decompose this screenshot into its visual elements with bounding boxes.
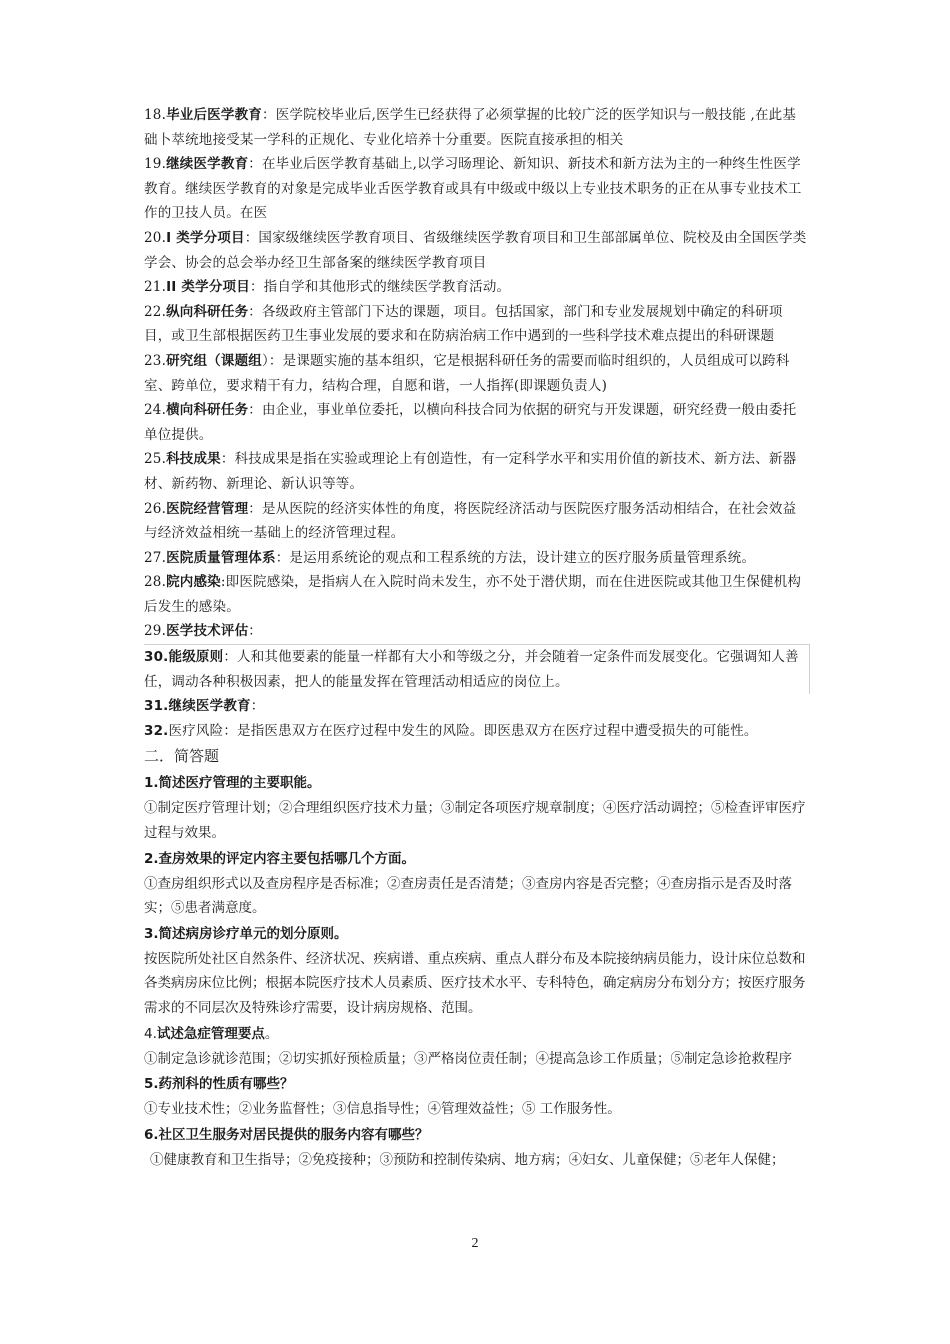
def-text: 科技成果是指在实验或理论上有创造性，有一定科学水平和实用价值的新技术、新方法、新器材、新药物、新理论、新认识等等。 — [144, 451, 797, 492]
def-text: 国家级继续医学教育项目、省级继续医学教育项目和卫生部部属单位、院校及由全国医学类学会、协会的总会举办经卫生部备案的继续医学教育项目 — [144, 229, 807, 271]
def-term: 横向科研任务 — [166, 402, 249, 419]
def-text: 医学院校毕业后,医学生已经获得了必须掌握的比较广泛的医学知识与一般技能 ,在此基础卜萃统地接受某一学科的正规化、专业化培养十分重要。医院直接承担的相关 — [144, 107, 797, 148]
def-term: 继续医学教育 — [168, 698, 251, 715]
section-title: 二．简答题 — [144, 747, 220, 766]
definition-25 — [144, 447, 808, 496]
question-text: 试述急症管理要点 — [156, 1025, 265, 1042]
def-num: 27. — [144, 549, 167, 566]
def-sep: ： — [249, 279, 264, 296]
def-sep: ： — [248, 156, 262, 173]
def-term: 能级原则 — [168, 649, 224, 666]
definition-20 — [144, 226, 808, 275]
def-term: I 类学分项目 — [166, 229, 245, 246]
def-sep: : — [220, 574, 226, 591]
answer-6: ①健康教育和卫生指导；②免疫接种；③预防和控制传染病、地方病；④妇女、儿童保健；⑤老年人保健； — [150, 1151, 785, 1168]
def-text: 是课题实施的基本组织，它是根据科研任务的需要而临时组织的，人员组成可以跨科室、跨单位，要求精干有力，结构合理，自愿和谐，一人指挥(即课题负责人) — [144, 352, 790, 394]
def-text: 在毕业后医学教育基础上,以学习旸理论、新知识、新技术和新方法为主的一种终生性医学教育。继续医学教育的对象是完成毕业舌医学教育或具有中级或中级以上专业技术职务的正在从事专业技术工作的卫技人员。在医 — [144, 156, 802, 222]
question-tail: 。 — [264, 1025, 279, 1042]
def-term: 毕业后医学教育 — [166, 107, 262, 123]
page-number: 2 — [471, 1236, 479, 1251]
def-num: 29. — [144, 623, 167, 640]
question-1: 1.简述医疗管理的主要职能。 — [144, 775, 321, 792]
def-num: 18. — [144, 107, 167, 123]
def-num: 25. — [144, 451, 167, 468]
definition-19 — [144, 152, 808, 226]
def-term: 纵向科研任务 — [166, 303, 249, 320]
def-sep: ： — [220, 451, 235, 468]
def-sep: ： — [261, 107, 276, 123]
def-text: 各级政府主管部门下达的课题，项目。包括国家，部门和专业发展规划中确定的科研项目，或卫生部根据医药卫生事业发展的要求和在防病治病工作中遇到的一些科学技术难点提出的科研课题 — [144, 303, 783, 345]
definition-21 — [144, 275, 808, 300]
def-term: 医院经营管理 — [166, 500, 249, 517]
def-num: 28. — [144, 574, 167, 591]
question-6: 6.社区卫生服务对居民提供的服务内容有哪些？ — [144, 1126, 429, 1143]
definition-31 — [144, 694, 808, 719]
def-num: 31. — [144, 698, 169, 715]
question-4 — [144, 1021, 808, 1047]
answer-3: 按医院所处社区自然条件、经济状况、疾病谱、重点疾病、重点人群分布及本院接纳病员能力，设计床位总数和各类病房床位比例；根据本院医疗技术人员素质、医疗技术水平、专科特色，确定病房分布划分方；按医疗服务需求的不同层次及特殊诊疗需要，设计病房规格、范围。 — [144, 950, 806, 1016]
def-sep: ）： — [261, 352, 283, 369]
def-num: 21. — [144, 279, 167, 296]
def-text: 由企业，事业单位委托，以横向科技合同为依据的研究与开发课题，研究经费一般由委托单位提供。 — [144, 402, 797, 443]
definition-18 — [144, 103, 808, 152]
definition-27 — [144, 546, 808, 571]
def-sep: ： — [248, 500, 262, 517]
definition-26 — [144, 497, 808, 546]
def-sep: ： — [248, 303, 262, 320]
def-num: 23. — [144, 352, 167, 369]
definition-22 — [144, 300, 808, 349]
answer-1: ①制定医疗管理计划；②合理组织医疗技术力量；③制定各项医疗规章制度；④医疗活动调控；⑤检查评审医疗过程与效果。 — [144, 800, 806, 842]
def-text: 是运用系统论的观点和工程系统的方法，设计建立的医疗服务质量管理系统。 — [289, 549, 756, 566]
def-text: 是从医院的经济实体性的角度，将医院经济活动与医院医疗服务活动相结合，在社会效益与经济效益相统一基础上的经济管理过程。 — [144, 500, 797, 542]
def-sep: ： — [244, 229, 259, 246]
answer-5: ①专业技术性；②业务监督性；③信息指导性；④管理效益性；⑤ 工作服务性。 — [144, 1101, 621, 1118]
def-text: 即医院感染，是指病人在入院时尚未发生，亦不处于潜伏期，而在住进医院或其他卫生保健机构后发生的感染。 — [144, 574, 802, 615]
def-term: 继续医学教育 — [166, 156, 249, 173]
def-term: 科技成果 — [166, 451, 221, 468]
definition-28 — [144, 570, 808, 619]
def-term: 医院质量管理体系 — [166, 549, 276, 566]
def-sep: ： — [275, 549, 290, 566]
definition-30 — [144, 644, 810, 694]
def-sep: ： — [248, 623, 262, 640]
def-text: 指自学和其他形式的继续医学教育活动。 — [263, 279, 511, 296]
def-num: 32. — [144, 722, 169, 739]
def-term: 医学技术评估 — [166, 623, 249, 640]
def-term: II 类学分项目 — [166, 279, 250, 296]
def-num: 26. — [144, 500, 167, 517]
question-5: 5.药剂科的性质有哪些？ — [144, 1076, 294, 1093]
question-3: 3.简述病房诊疗单元的划分原则。 — [144, 925, 348, 942]
question-num: 4. — [144, 1025, 157, 1042]
definition-23 — [144, 349, 808, 398]
def-text: 人和其他要素的能量一样都有大小和等级之分，并会随着一定条件而发展变化。它强调知人善任，调动各种积极因素，把人的能量发挥在管理活动相适应的岗位上。 — [144, 649, 799, 690]
def-text: 医疗风险：是指医患双方在医疗过程中发生的风险。即医患双方在医疗过程中遭受损失的可能性。 — [168, 722, 758, 739]
document-page — [144, 103, 808, 1172]
answer-2: ①查房组织形式以及查房程序是否标准；②查房责任是否清楚；③查房内容是否完整；④查房指示是否及时落实；⑤患者满意度。 — [144, 875, 792, 917]
def-num: 22. — [144, 303, 167, 320]
def-num: 24. — [144, 402, 167, 419]
def-num: 19. — [144, 156, 167, 173]
def-num: 30. — [144, 649, 169, 666]
def-sep: ： — [248, 402, 262, 419]
answer-4: ①制定急诊就诊范围；②切实抓好预检质量；③严格岗位责任制；④提高急诊工作质量；⑤制定急诊抢救程序 — [144, 1050, 792, 1067]
def-num: 20. — [144, 229, 167, 246]
def-sep: ： — [223, 649, 238, 666]
question-2: 2.查房效果的评定内容主要包括哪几个方面。 — [144, 850, 416, 867]
definition-29 — [144, 619, 808, 644]
definition-24 — [144, 398, 808, 447]
def-term: 研究组（课题组 — [166, 352, 262, 369]
definition-32 — [144, 719, 808, 744]
def-sep: ： — [250, 698, 265, 715]
def-term: 院内感染 — [166, 574, 221, 591]
